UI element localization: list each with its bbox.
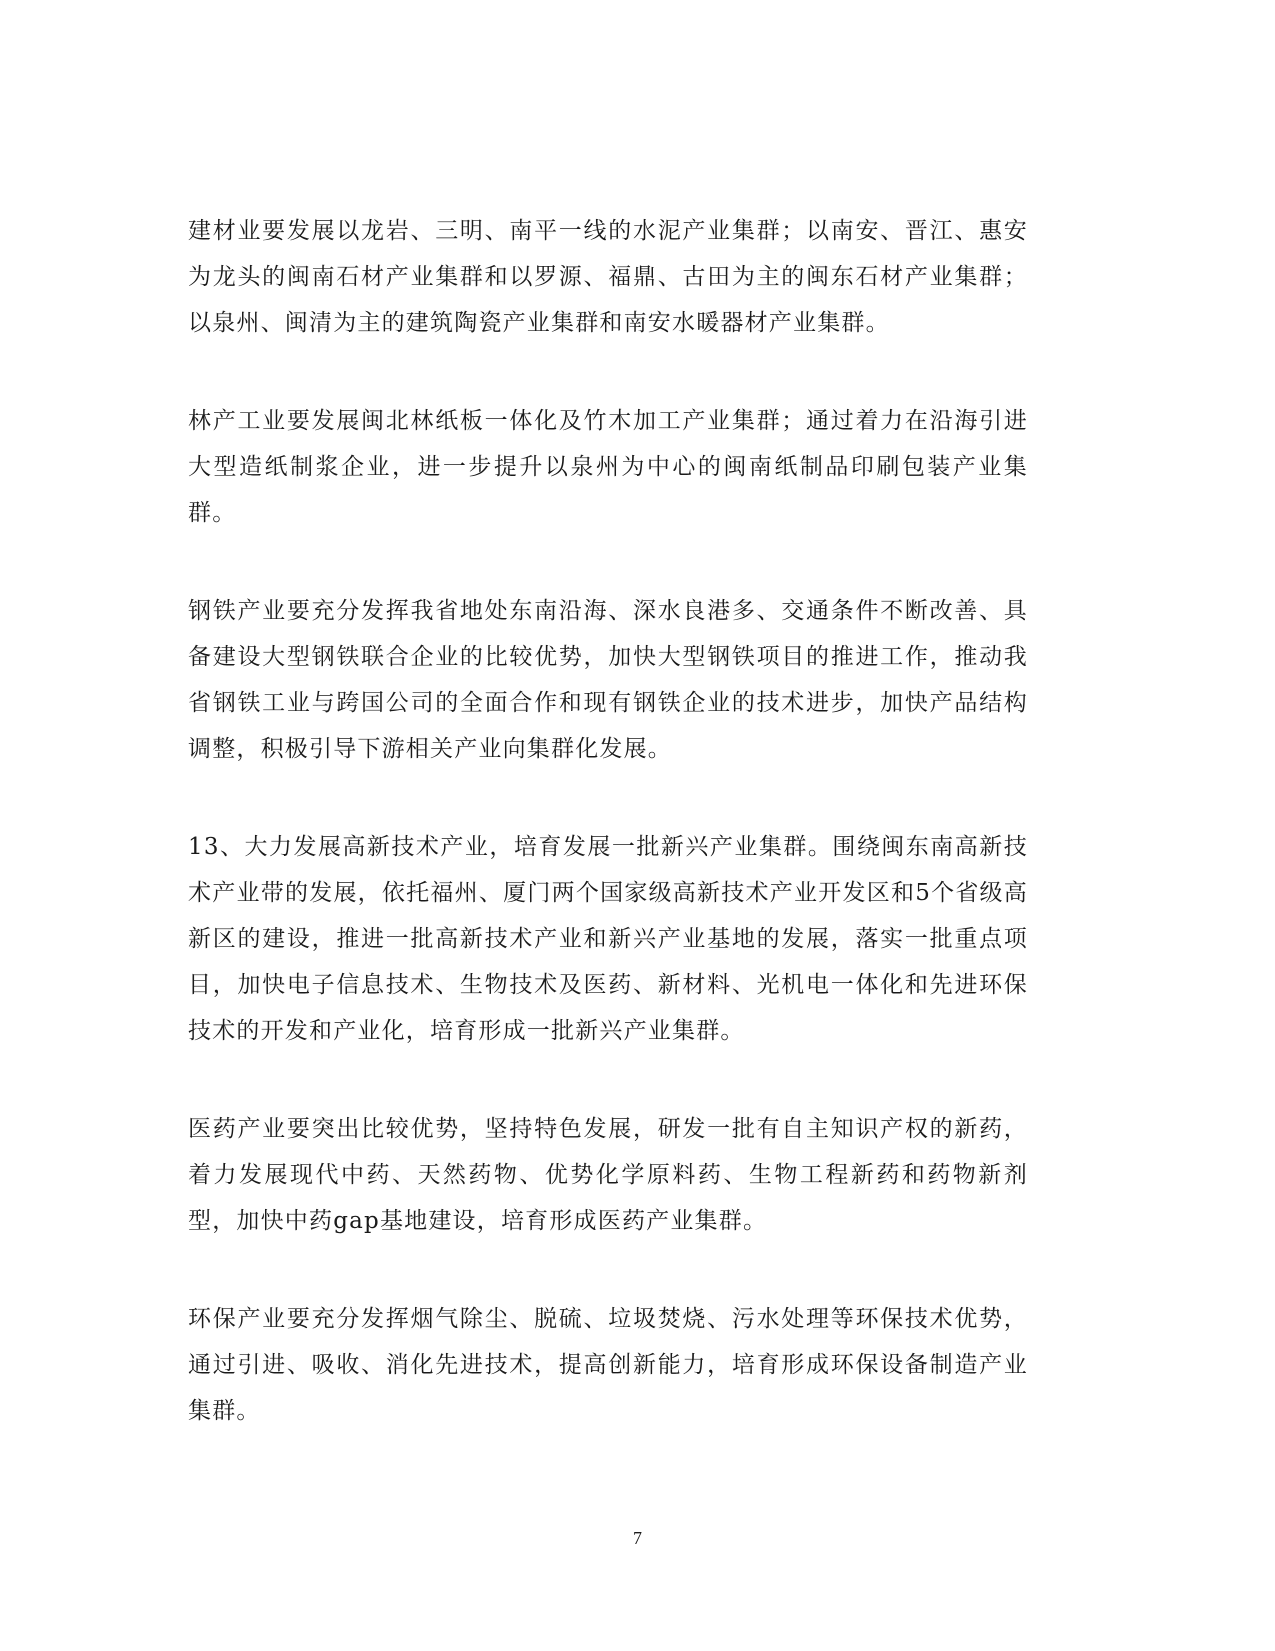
paragraph-steel-industry: 钢铁产业要充分发挥我省地处东南沿海、深水良港多、交通条件不断改善、具备建设大型钢铁联合企业的比较优势，加快大型钢铁项目的推进工作，推动我省钢铁工业与跨国公司的全面合作和现有钢铁企业的技术进步，加快产品结构调整，积极引导下游相关产业向集群化发展。: [188, 598, 1028, 762]
paragraph-environmental-industry: 环保产业要充分发挥烟气除尘、脱硫、垃圾焚烧、污水处理等环保技术优势，通过引进、吸收、消化先进技术，提高创新能力，培育形成环保设备制造产业集群。: [188, 1306, 1028, 1424]
document-body: [188, 208, 1028, 1434]
page-number: 7: [633, 1528, 642, 1548]
paragraph-high-tech-industry: 13、大力发展高新技术产业，培育发展一批新兴产业集群。围绕闽东南高新技术产业带的发展，依托福州、厦门两个国家级高新技术产业开发区和5个省级高新区的建设，推进一批高新技术产业和新兴产业基地的发展，落实一批重点项目，加快电子信息技术、生物技术及医药、新材料、光机电一体化和先进环保技术的开发和产业化，培育形成一批新兴产业集群。: [188, 834, 1028, 1044]
paragraph-building-materials: 建材业要发展以龙岩、三明、南平一线的水泥产业集群；以南安、晋江、惠安为龙头的闽南石材产业集群和以罗源、福鼎、古田为主的闽东石材产业集群；以泉州、闽清为主的建筑陶瓷产业集群和南安水暖器材产业集群。: [188, 218, 1028, 336]
paragraph-pharmaceutical-industry: 医药产业要突出比较优势，坚持特色发展，研发一批有自主知识产权的新药，着力发展现代中药、天然药物、优势化学原料药、生物工程新药和药物新剂型，加快中药gap基地建设，培育形成医药产业集群。: [188, 1116, 1028, 1234]
paragraph-forestry-industry: 林产工业要发展闽北林纸板一体化及竹木加工产业集群；通过着力在沿海引进大型造纸制浆企业，进一步提升以泉州为中心的闽南纸制品印刷包装产业集群。: [188, 408, 1028, 526]
